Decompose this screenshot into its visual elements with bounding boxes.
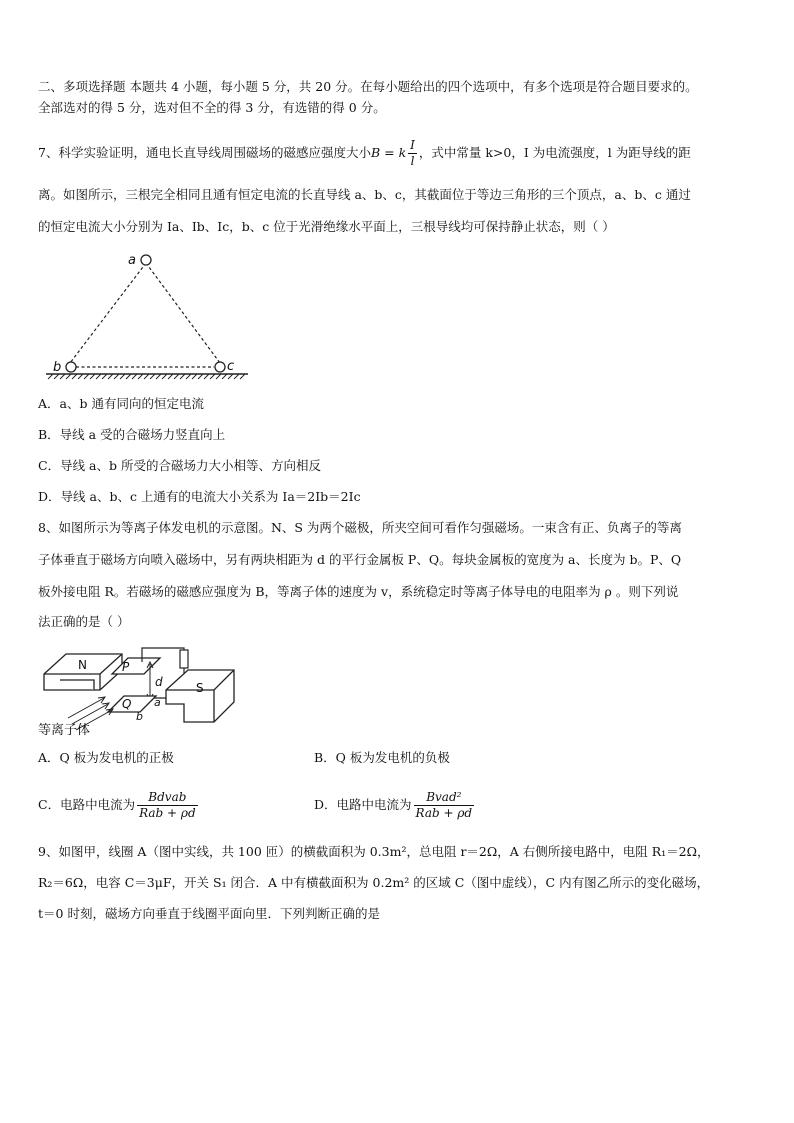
q8-label-s: S (196, 681, 204, 695)
q8-option-b: B．Q 板为发电机的负极 (314, 750, 450, 765)
q7-line-1-pre: 7、科学实验证明，通电长直导线周围磁场的磁感应强度大小 (38, 145, 371, 160)
q7-side-ab (70, 263, 146, 363)
q8-option-a: A．Q 板为发电机的正极 (38, 750, 174, 765)
q8-label-a: a (154, 696, 161, 709)
q8-option-c-num: Bdvab (137, 790, 198, 806)
q8-label-n: N (78, 658, 87, 672)
q7-formula-fraction (408, 138, 417, 169)
q8-line-1: 8、如图所示为等离子体发电机的示意图。N、S 为两个磁极，所夹空间可看作匀强磁场。一束含有正、负离子的等离 (38, 520, 682, 535)
q7-line-2: 离。如图所示，三根完全相同且通有恒定电流的长直导线 a、b、c，其截面位于等边三角形的三个顶点，a、b、c 通过 (38, 187, 691, 202)
q8-plate-q (108, 696, 156, 712)
q8-generator-figure (38, 640, 248, 740)
q7-label-b: b (53, 360, 62, 375)
q8-label-p: P (122, 660, 130, 674)
q8-magnet-s (166, 670, 234, 722)
q7-line-1-post: ，式中常量 k>0，I 为电流强度，l 为距导线的距 (418, 145, 691, 160)
q7-wire-c (215, 362, 225, 372)
q7-option-b: B．导线 a 受的合磁场力竖直向上 (38, 427, 226, 442)
q8-option-d-num: Bvad² (414, 790, 475, 806)
q8-option-d (314, 785, 476, 825)
q7-label-a: a (128, 253, 136, 268)
q9-line-3: t＝0 时刻，磁场方向垂直于线圈平面向里．下列判断正确的是 (38, 906, 380, 921)
q7-formula-num: I (410, 138, 415, 152)
q7-formula-den: l (410, 154, 415, 168)
q9-line-1: 9、如图甲，线圈 A（图中实线，共 100 匝）的横截面积为 0.3m²，总电阻 r＝2Ω，A 右侧所接电路中，电阻 R₁＝2Ω， (38, 844, 710, 859)
q7-wire-b (66, 362, 76, 372)
q8-option-c-pre: C．电路中电流为 (38, 797, 136, 812)
q7-option-d: D．导线 a、b、c 上通有的电流大小关系为 Ia＝2Ib＝2Ic (38, 489, 361, 504)
q8-option-d-pre: D．电路中电流为 (314, 797, 412, 812)
q7-wire-a (141, 255, 151, 265)
q8-line-4: 法正确的是（ ） (38, 614, 130, 629)
q8-label-d: d (155, 675, 163, 689)
q7-option-c: C．导线 a、b 所受的合磁场力大小相等、方向相反 (38, 458, 321, 473)
q7-formula-lhs: B = k (370, 145, 407, 160)
q8-option-c-den: Rab + ρd (139, 806, 196, 820)
q7-line-1 (38, 138, 691, 169)
q8-caption: 等离子体 (38, 723, 91, 738)
q7-side-ac (146, 263, 220, 363)
q9-line-2: R₂＝6Ω，电容 C＝3μF，开关 S₁ 闭合．A 中有横截面积为 0.2m² 的区域 C（图中虚线），C 内有图乙所示的变化磁场， (38, 875, 710, 890)
section-header-line-1: 二、多项选择题 本题共 4 小题，每小题 5 分，共 20 分。在每小题给出的四个选项中，有多个选项是符合题目要求的。 (38, 79, 698, 94)
q7-label-c: c (227, 359, 235, 374)
q8-resistor (180, 650, 188, 668)
q8-option-c (38, 785, 200, 825)
q7-line-3: 的恒定电流大小分别为 Ia、Ib、Ic，b、c 位于光滑绝缘水平面上，三根导线均可保持静止状态，则（ ） (38, 219, 615, 234)
q7-triangle-figure (38, 248, 258, 383)
section-header-line-2: 全部选对的得 5 分，选对但不全的得 3 分，有选错的得 0 分。 (38, 100, 386, 115)
q8-line-3: 板外接电阻 R。若磁场的磁感应强度为 B，等离子体的速度为 v，系统稳定时等离子体导电的电阻率为 ρ 。则下列说 (38, 584, 679, 599)
q8-option-d-fraction (414, 790, 475, 821)
q7-option-a: A．a、b 通有同向的恒定电流 (38, 396, 204, 411)
q8-label-q: Q (122, 697, 132, 711)
q8-option-c-fraction (137, 790, 198, 821)
q7-ground-hatch (48, 374, 245, 379)
q8-option-d-den: Rab + ρd (415, 806, 473, 820)
q8-line-2: 子体垂直于磁场方向喷入磁场中，另有两块相距为 d 的平行金属板 P、Q。每块金属板的宽度为 a、长度为 b。P、Q (38, 552, 682, 567)
q8-label-b: b (136, 710, 143, 723)
